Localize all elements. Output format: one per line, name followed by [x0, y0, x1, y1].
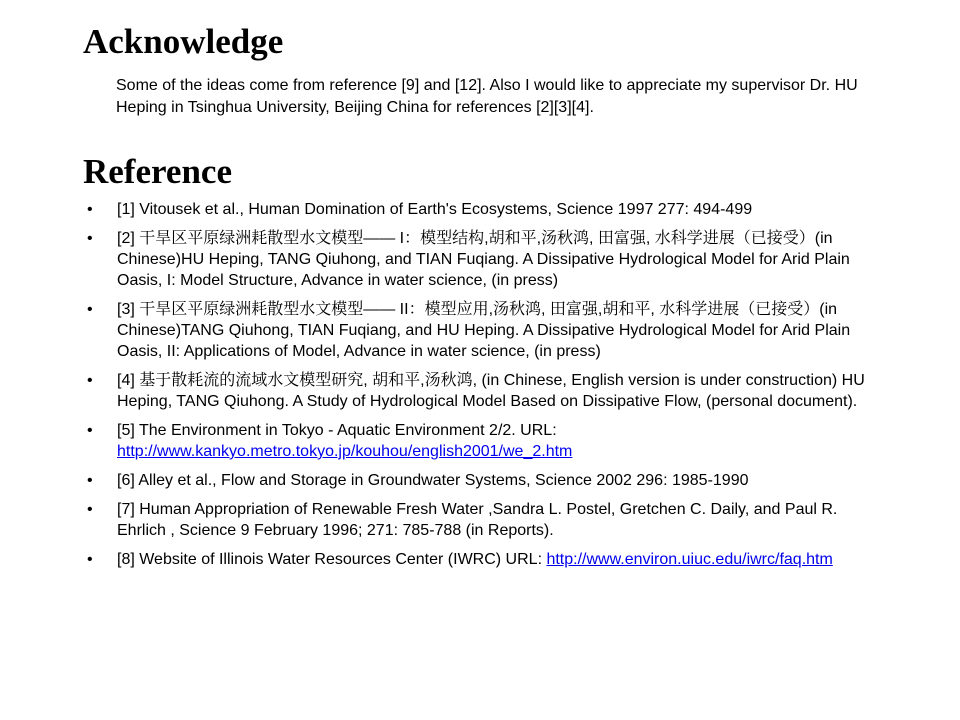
- reference-item: [83, 420, 883, 462]
- reference-text: [8] Website of Illinois Water Resources Center (IWRC) URL:: [117, 551, 547, 568]
- acknowledge-title: Acknowledge: [83, 22, 284, 61]
- reference-item: [83, 370, 883, 412]
- reference-text: [6] Alley et al., Flow and Storage in Groundwater Systems, Science 2002 296: 1985-1990: [117, 472, 749, 489]
- bullet-icon: •: [87, 372, 93, 389]
- reference-list: [83, 199, 883, 578]
- reference-link[interactable]: http://www.kankyo.metro.tokyo.jp/kouhou/english2001/we_2.htm: [117, 443, 573, 460]
- reference-link[interactable]: http://www.environ.uiuc.edu/iwrc/faq.htm: [546, 551, 833, 568]
- reference-item: [83, 549, 883, 570]
- acknowledge-text: Some of the ideas come from reference [9] and [12]. Also I would like to appreciate my supervisor Dr. HU Heping in Tsinghua University, Beijing China for references [2][3][4].: [116, 77, 858, 116]
- bullet-icon: •: [87, 501, 93, 518]
- reference-text: [7] Human Appropriation of Renewable Fresh Water ,Sandra L. Postel, Gretchen C. Daily, and Paul R. Ehrlich , Science 9 February 1996; 271: 785-788 (in Reports).: [117, 501, 838, 539]
- reference-text: [1] Vitousek et al., Human Domination of Earth's Ecosystems, Science 1997 277: 494-499: [117, 201, 753, 218]
- reference-title: Reference: [83, 152, 232, 191]
- bullet-icon: •: [87, 201, 93, 218]
- reference-text: [3] 干旱区平原绿洲耗散型水文模型—— II：模型应用,汤秋鸿, 田富强,胡和平, 水科学进展（已接受）(in Chinese)TANG Qiuhong, TIAN Fuqiang, and HU Heping. A Dissipative Hydrological Model for Arid Plain Oasis, II: Applications of Model, Advance in water science, (in press): [117, 301, 851, 360]
- bullet-icon: •: [87, 301, 93, 318]
- reference-item: [83, 470, 883, 491]
- bullet-icon: •: [87, 422, 93, 439]
- bullet-icon: •: [87, 472, 93, 489]
- bullet-icon: •: [87, 551, 93, 568]
- reference-item: [83, 299, 883, 362]
- reference-text: [4] 基于散耗流的流域水文模型研究, 胡和平,汤秋鸿, (in Chinese, English version is under construction) HU Heping, TANG Qiuhong. A Study of Hydrological Model Based on Dissipative Flow, (personal document).: [117, 372, 865, 410]
- reference-text: [5] The Environment in Tokyo - Aquatic Environment 2/2. URL:: [117, 422, 557, 439]
- reference-item: [83, 199, 883, 220]
- reference-text: [2] 干旱区平原绿洲耗散型水文模型—— I：模型结构,胡和平,汤秋鸿, 田富强, 水科学进展（已接受）(in Chinese)HU Heping, TANG Qiuhong, and TIAN Fuqiang. A Dissipative Hydrological Model for Arid Plain Oasis, I: Model Structure, Advance in water science, (in press): [117, 230, 850, 289]
- reference-item: [83, 228, 883, 291]
- bullet-icon: •: [87, 230, 93, 247]
- reference-item: [83, 499, 883, 541]
